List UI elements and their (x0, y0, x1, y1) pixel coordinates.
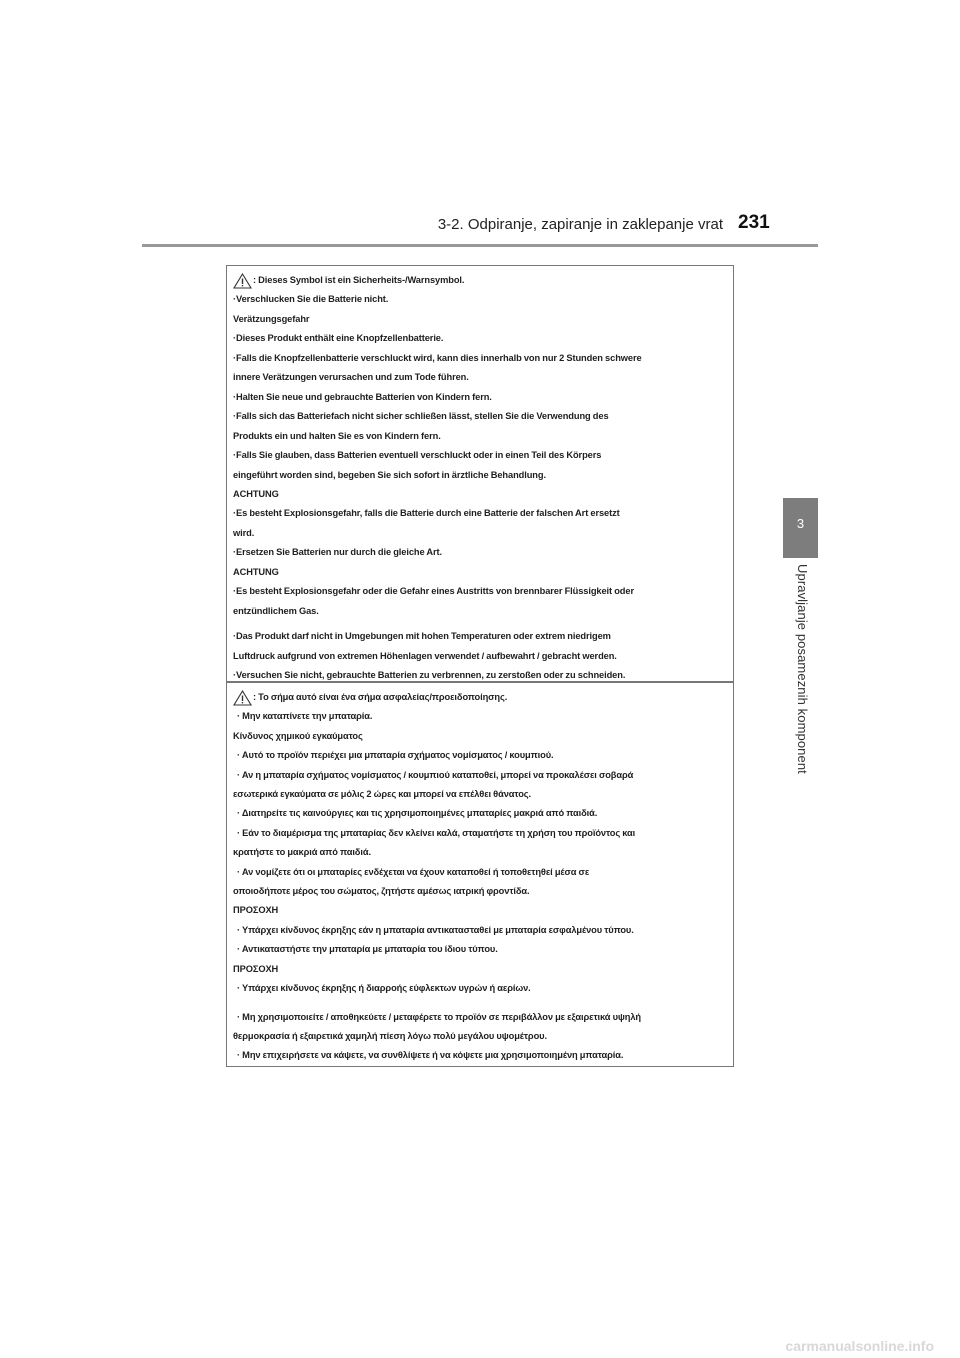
label-text-line: · Υπάρχει κίνδυνος έκρηξης ή διαρροής εύφλεκτων υγρών ή αερίων. (237, 983, 531, 994)
label-text-line: εσωτερικά εγκαύματα σε μόλις 2 ώρες και μπορεί να επέλθει θάνατος. (233, 789, 531, 800)
warning-triangle-icon (233, 690, 252, 706)
label-text-line: · Αντικαταστήστε την μπαταρία με μπαταρία του ίδιου τύπου. (237, 944, 498, 955)
symbol-caption: : Το σήμα αυτό είναι ένα σήμα ασφαλείας/προειδοποίησης. (253, 692, 508, 702)
label-text-line: ACHTUNG (233, 566, 279, 577)
greek-lines (233, 707, 728, 998)
label-text-line: ·Falls die Knopfzellenbatterie verschluckt wird, kann dies innerhalb von nur 2 Stunden schwere (233, 352, 642, 363)
warning-text-german (233, 271, 728, 686)
label-text-line: ·Dieses Produkt enthält eine Knopfzellenbatterie. (233, 333, 444, 344)
label-text-line: · Διατηρείτε τις καινούργιες και τις χρησιμοποιημένες μπαταρίες μακριά από παιδιά. (237, 808, 598, 819)
symbol-caption: : Dieses Symbol ist ein Sicherheits-/Warnsymbol. (253, 275, 465, 285)
symbol-line (233, 688, 728, 707)
label-text-line: ·Es besteht Explosionsgefahr, falls die Batterie durch eine Batterie der falschen Art ersetzt (233, 508, 620, 519)
label-text-line: ΠΡΟΣΟΧΗ (233, 963, 279, 974)
label-text-line: ·Das Produkt darf nicht in Umgebungen mit hohen Temperaturen oder extrem niedrigem (233, 631, 611, 642)
label-text-line: ·Falls Sie glauben, dass Batterien eventuell verschluckt oder in einen Teil des Körpers (233, 450, 602, 461)
warning-text-greek (233, 688, 728, 1066)
label-text-line: οποιοδήποτε μέρος του σώματος, ζητήστε αμέσως ιατρική φροντίδα. (233, 886, 530, 897)
label-text-line: Κίνδυνος χημικού εγκαύματος (233, 730, 363, 741)
chapter-side-label: Upravljanje posameznih komponent (795, 564, 810, 774)
label-text-line: ·Verschlucken Sie die Batterie nicht. (233, 294, 389, 305)
watermark: carmanualsonline.info (785, 1338, 934, 1354)
symbol-line (233, 271, 728, 290)
label-text-line: wird. (233, 527, 255, 538)
label-text-line: entzündlichem Gas. (233, 605, 319, 616)
label-text-line: ·Versuchen Sie nicht, gebrauchte Batterien zu verbrennen, zu zerstoßen oder zu schneiden. (233, 670, 626, 681)
label-text-line: · Αυτό το προϊόν περιέχει μια μπαταρία σχήματος νομίσματος / κουμπιού. (237, 750, 554, 761)
header-divider (142, 244, 818, 247)
label-text-line: θερμοκρασία ή εξαιρετικά χαμηλή πίεση λόγω πολύ μεγάλου υψομέτρου. (233, 1030, 547, 1041)
section-title: 3-2. Odpiranje, zapiranje in zaklepanje vrat (437, 216, 723, 233)
label-text-line: · Μην επιχειρήσετε να κάψετε, να συνθλίψετε ή να κόψετε μια χρησιμοποιημένη μπαταρία. (237, 1050, 624, 1061)
greek-lines-environment (233, 1008, 728, 1066)
label-text-line: · Εάν το διαμέρισμα της μπαταρίας δεν κλείνει καλά, σταματήστε τη χρήση του προϊόντος και (237, 827, 636, 838)
label-text-line: innere Verätzungen verursachen und zum Tode führen. (233, 372, 469, 383)
label-text-line: eingeführt worden sind, begeben Sie sich sofort in ärztliche Behandlung. (233, 469, 546, 480)
page-number: 231 (738, 212, 770, 233)
label-text-line: Luftdruck aufgrund von extremen Höhenlagen verwendet / aufbewahrt / gebracht werden. (233, 650, 617, 661)
label-text-line: Produkts ein und halten Sie es von Kindern fern. (233, 430, 441, 441)
label-text-line: Verätzungsgefahr (233, 313, 310, 324)
german-lines-environment (233, 627, 728, 685)
label-text-line: ·Halten Sie neue und gebrauchte Batterien von Kindern fern. (233, 391, 492, 402)
label-text-line: · Αν νομίζετε ότι οι μπαταρίες ενδέχεται να έχουν καταποθεί ή τοποθετηθεί μέσα σε (237, 866, 590, 877)
warning-triangle-icon (233, 273, 252, 289)
label-text-line: ΠΡΟΣΟΧΗ (233, 905, 279, 916)
label-text-line: ACHTUNG (233, 488, 279, 499)
label-text-line: · Μην καταπίνετε την μπαταρία. (237, 711, 373, 722)
label-text-line: κρατήστε το μακριά από παιδιά. (233, 847, 371, 858)
label-text-line: · Υπάρχει κίνδυνος έκρηξης εάν η μπαταρία αντικατασταθεί με μπαταρία εσφαλμένου τύπου. (237, 924, 634, 935)
label-text-line: ·Es besteht Explosionsgefahr oder die Gefahr eines Austritts von brennbarer Flüssigkeit oder (233, 586, 634, 597)
label-text-line: · Μη χρησιμοποιείτε / αποθηκεύετε / μεταφέρετε το προϊόν σε περιβάλλον με εξαιρετικά υψηλή (237, 1011, 642, 1022)
label-text-line: ·Ersetzen Sie Batterien nur durch die gleiche Art. (233, 547, 443, 558)
chapter-tab: 3 (783, 498, 818, 558)
german-lines (233, 290, 728, 621)
label-text-line: · Αν η μπαταρία σχήματος νομίσματος / κουμπιού καταποθεί, μπορεί να προκαλέσει σοβαρά (237, 769, 634, 780)
label-text-line: ·Falls sich das Batteriefach nicht sicher schließen lässt, stellen Sie die Verwendung des (233, 411, 609, 422)
spacer (233, 999, 728, 1008)
